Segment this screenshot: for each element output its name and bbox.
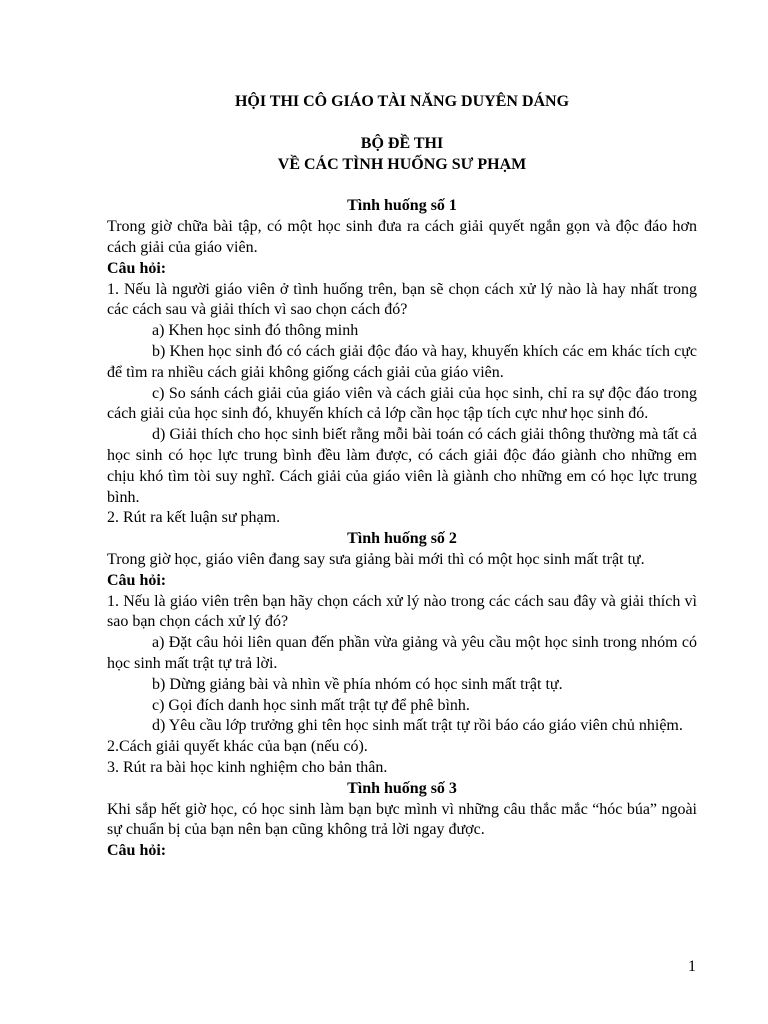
situation-heading: Tình huống số 2 — [347, 530, 457, 548]
question-3: 3. Rút ra bài học kinh nghiệm cho bản thân. — [107, 758, 388, 776]
situation-intro: Trong giờ học, giáo viên đang say sưa giảng bài mới thì có một học sinh mất trật tự. — [107, 550, 645, 568]
document-title: HỘI THI CÔ GIÁO TÀI NĂNG DUYÊN DÁNG — [234, 93, 570, 110]
document-subtitle-line-1: BỘ ĐỀ THI — [360, 134, 444, 152]
document-page — [107, 92, 697, 862]
option-c: c) So sánh cách giải của giáo viên và cách giải của học sinh, chỉ ra sự độc đáo trong cách giải của học sinh đó, khuyến khích cả lớp cần học tập tích cực như học sinh đó. — [107, 384, 697, 423]
page-number: 1 — [688, 958, 696, 975]
question-label: Câu hỏi: — [107, 842, 167, 860]
question-label: Câu hỏi: — [107, 571, 167, 589]
option-c: c) Gọi đích danh học sinh mất trật tự để phê bình. — [152, 696, 470, 714]
situation-intro: Trong giờ chữa bài tập, có một học sinh đưa ra cách giải quyết ngắn gọn và độc đáo hơn cách giải của giáo viên. — [107, 218, 697, 256]
situation-1 — [107, 196, 697, 529]
option-a: a) Khen học sinh đó thông minh — [152, 322, 359, 340]
question-2: 2. Rút ra kết luận sư phạm. — [107, 509, 281, 527]
question-label: Câu hỏi: — [107, 259, 167, 277]
situation-heading: Tình huống số 3 — [347, 779, 457, 797]
question-1: 1. Nếu là người giáo viên ở tình huống trên, bạn sẽ chọn cách xử lý nào là hay nhất trong các cách sau và giải thích vì sao chọn cách đó? — [107, 280, 697, 319]
option-b: b) Dừng giảng bài và nhìn về phía nhóm có học sinh mất trật tự. — [152, 675, 563, 693]
situation-intro: Khi sắp hết giờ học, có học sinh làm bạn bực mình vì những câu thắc mắc “hóc búa” ngoài sự chuẩn bị của bạn nên bạn cũng không trả lời ngay được. — [107, 800, 697, 839]
option-a: a) Đặt câu hỏi liên quan đến phần vừa giảng và yêu cầu một học sinh trong nhóm có học sinh mất trật tự trả lời. — [107, 634, 697, 672]
question-2: 2.Cách giải quyết khác của bạn (nếu có). — [107, 738, 368, 756]
option-b: b) Khen học sinh đó có cách giải độc đáo và hay, khuyến khích các em khác tích cực để tìm ra nhiều cách giải không giống cách giải của giáo viên. — [107, 342, 697, 381]
situation-heading: Tình huống số 1 — [347, 197, 457, 215]
situation-2 — [107, 529, 697, 779]
document-subtitle-line-2: VỀ CÁC TÌNH HUỐNG SƯ PHẠM — [277, 155, 527, 173]
option-d: d) Giải thích cho học sinh biết rằng mỗi bài toán có cách giải thông thường mà tất cả học sinh có học lực trung bình đều làm được, có cách giải độc đáo giành cho những em chịu khó tìm tòi suy nghĩ. Cách giải của giáo viên là giành cho những em có học lực trung bình. — [107, 426, 697, 506]
situation-3 — [107, 779, 697, 862]
question-1: 1. Nếu là giáo viên trên bạn hãy chọn cách xử lý nào trong các cách sau đây và giải thích vì sao bạn chọn cách xử lý đó? — [107, 592, 697, 631]
option-d: d) Yêu cầu lớp trưởng ghi tên học sinh mất trật tự rồi báo cáo giáo viên chủ nhiệm. — [152, 717, 683, 735]
